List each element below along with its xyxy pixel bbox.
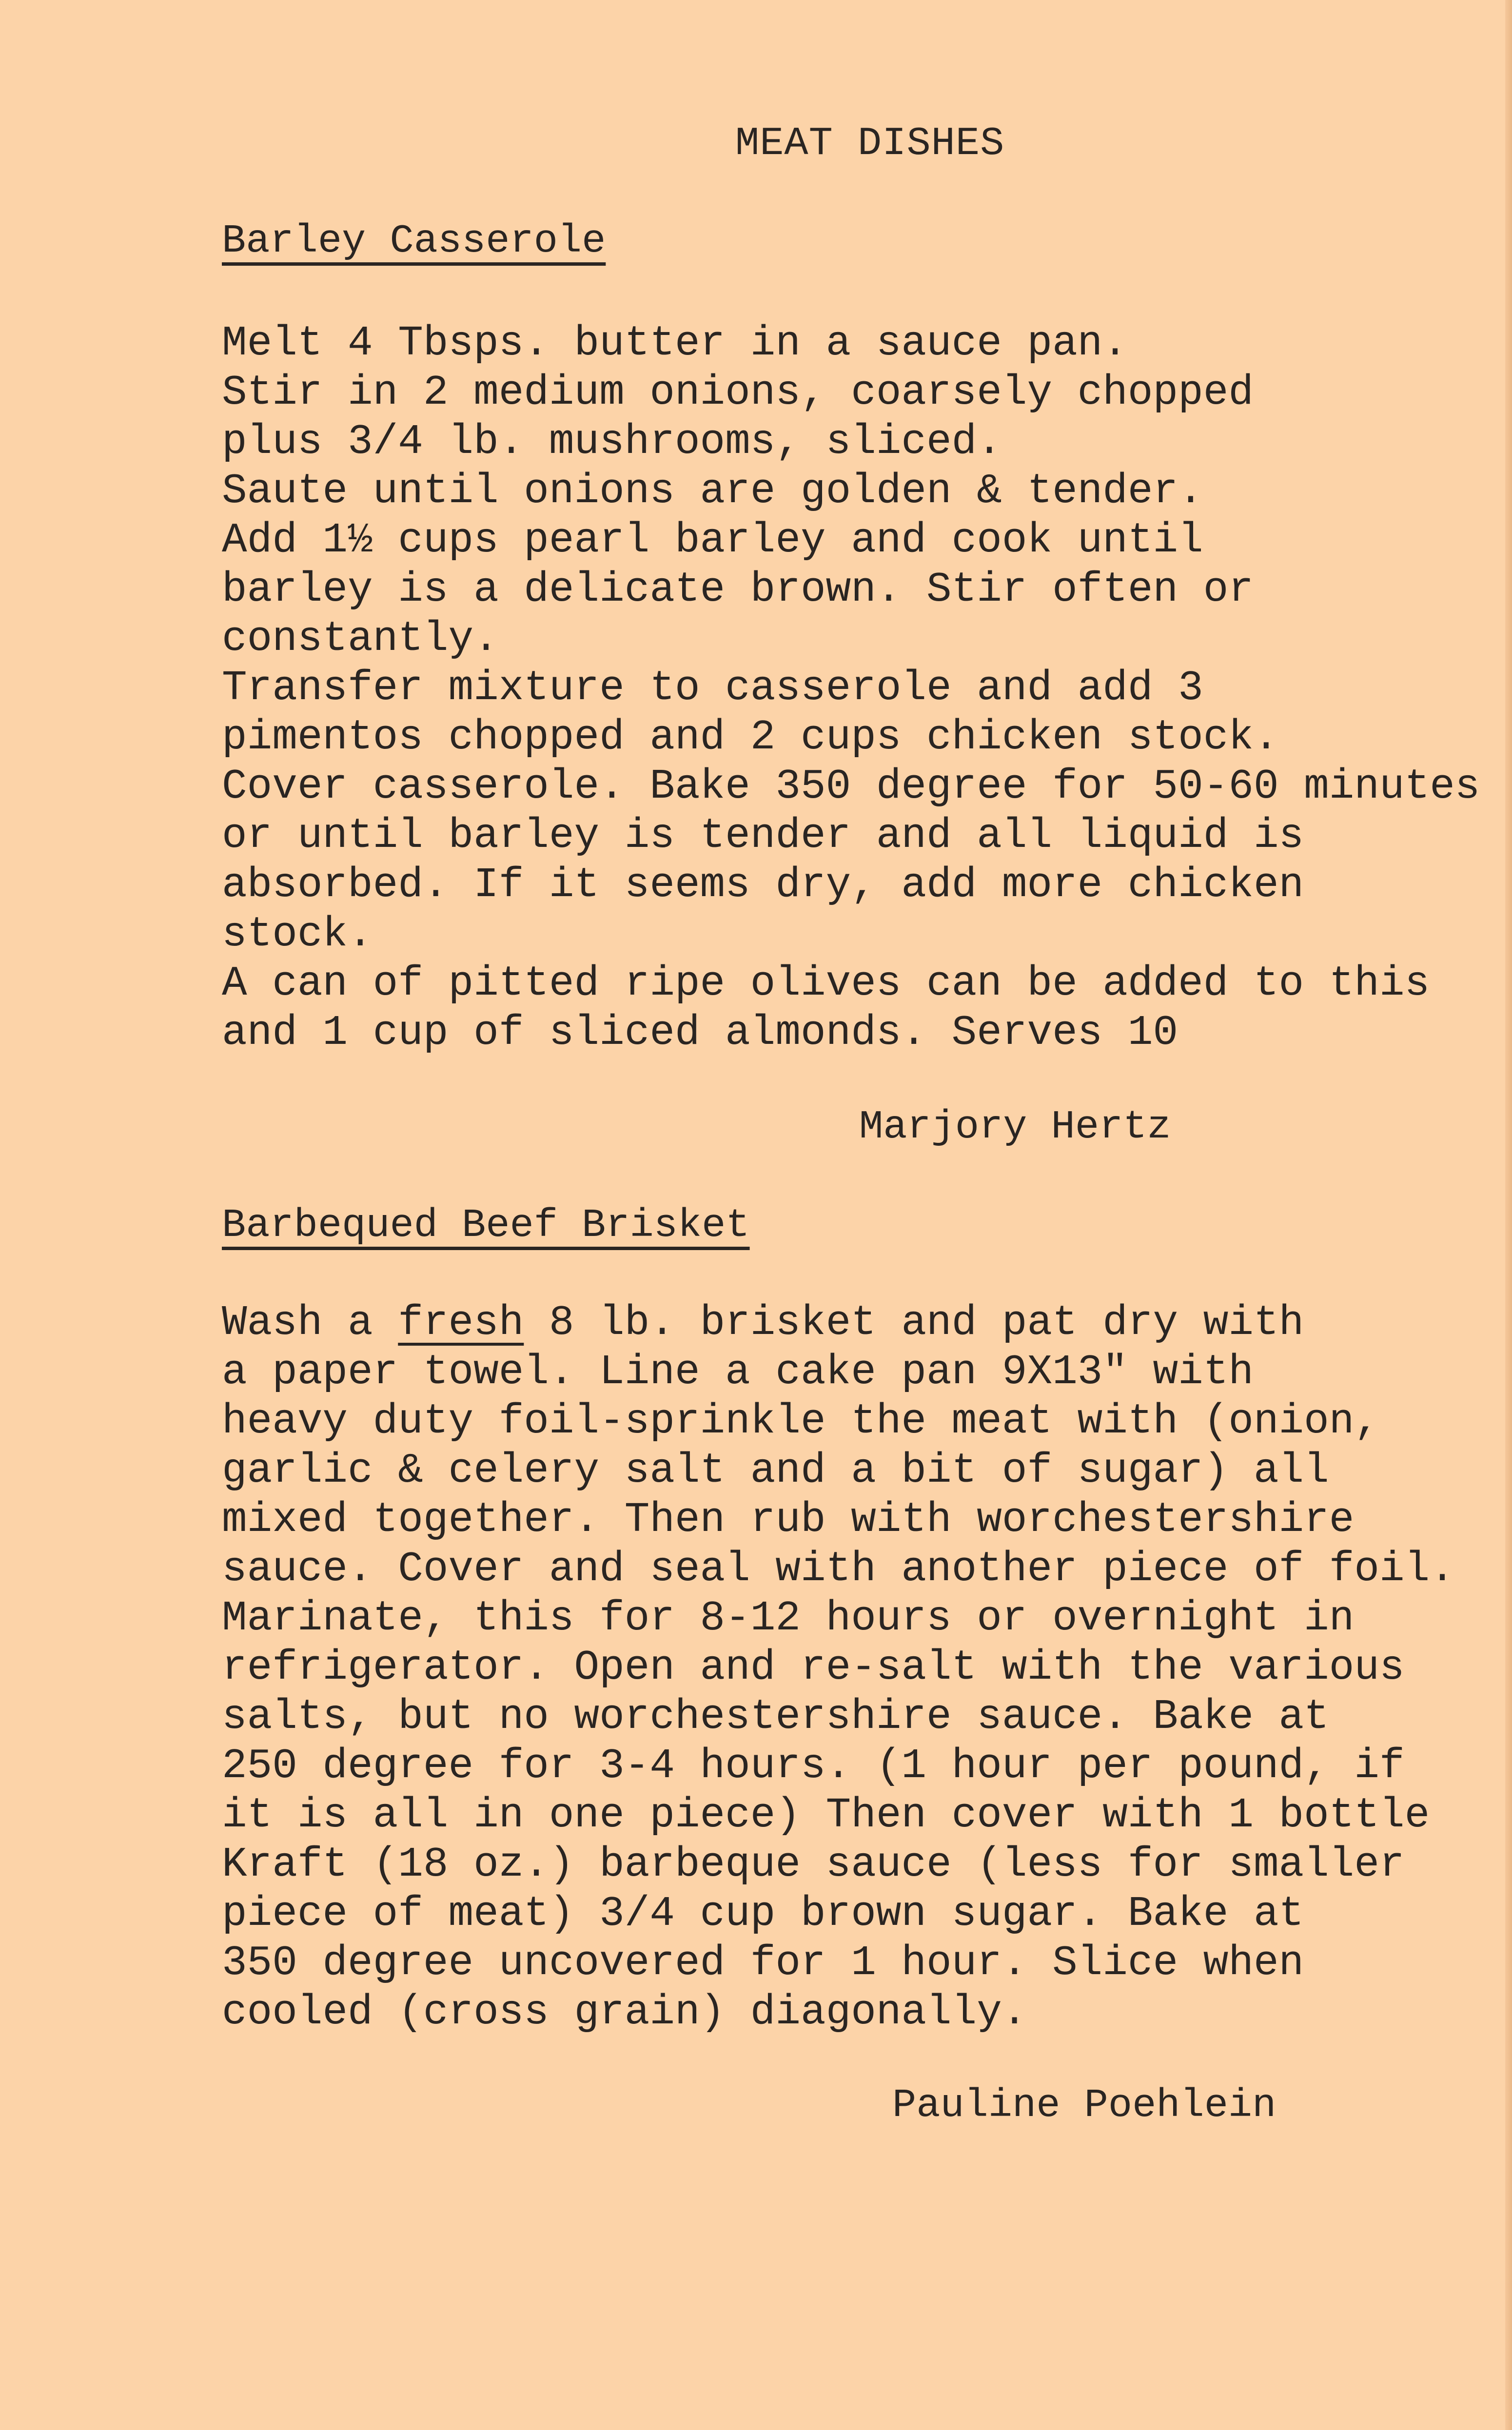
recipe-line-text: 8 lb. brisket and pat dry with (524, 1299, 1304, 1347)
recipe-line: Marinate, this for 8-12 hours or overnight in (222, 1594, 1355, 1642)
recipe-title-barbequed-beef-brisket: Barbequed Beef Brisket (222, 1203, 750, 1248)
emphasis-fresh: fresh (398, 1299, 524, 1347)
author-signature-barbequed-beef-brisket: Pauline Poehlein (892, 2083, 1276, 2128)
recipe-line: plus 3/4 lb. mushrooms, sliced. (222, 418, 1002, 466)
recipe-line: pimentos chopped and 2 cups chicken stock. (222, 713, 1279, 761)
recipe-line: it is all in one piece) Then cover with 1 bottle (222, 1791, 1430, 1839)
recipe-line: Transfer mixture to casserole and add 3 (222, 664, 1203, 712)
recipe-line: or until barley is tender and all liquid is (222, 812, 1304, 860)
recipe-line: piece of meat) 3/4 cup brown sugar. Bake at (222, 1890, 1304, 1938)
page-heading: MEAT DISHES (735, 121, 1005, 166)
recipe-line: cooled (cross grain) diagonally. (222, 1988, 1027, 2036)
recipe-line: 250 degree for 3-4 hours. (1 hour per pound, if (222, 1742, 1405, 1790)
recipe-line: Melt 4 Tbsps. butter in a sauce pan. (222, 319, 1128, 367)
recipe-line-text: Wash a (222, 1299, 398, 1347)
recipe-line: Cover casserole. Bake 350 degree for 50-60 minutes (222, 763, 1480, 810)
recipe-line: absorbed. If it seems dry, add more chicken (222, 861, 1304, 909)
recipe-line: garlic & celery salt and a bit of sugar) all (222, 1447, 1329, 1494)
recipe-line: refrigerator. Open and re-salt with the various (222, 1644, 1405, 1691)
recipe-line: Kraft (18 oz.) barbeque sauce (less for smaller (222, 1841, 1405, 1888)
recipe-line: 350 degree uncovered for 1 hour. Slice when (222, 1939, 1304, 1987)
recipe-line: salts, but no worchestershire sauce. Bake at (222, 1693, 1329, 1741)
recipe-line: A can of pitted ripe olives can be added to this (222, 960, 1430, 1007)
recipe-first-line (222, 1298, 1304, 1347)
recipe-line: Add 1½ cups pearl barley and cook until (222, 516, 1203, 564)
recipe-line: a paper towel. Line a cake pan 9X13" with (222, 1348, 1254, 1396)
recipe-line: Stir in 2 medium onions, coarsely chopped (222, 369, 1254, 416)
recipe-line: Saute until onions are golden & tender. (222, 467, 1203, 515)
recipe-line: heavy duty foil-sprinkle the meat with (onion, (222, 1397, 1379, 1445)
author-signature-barley-casserole: Marjory Hertz (859, 1104, 1171, 1150)
recipe-title-barley-casserole: Barley Casserole (222, 218, 606, 264)
recipe-line: mixed together. Then rub with worchestershire (222, 1496, 1355, 1544)
page-edge-shadow (1505, 0, 1512, 2430)
recipe-line: constantly. (222, 615, 499, 663)
recipe-line: barley is a delicate brown. Stir often or (222, 566, 1254, 613)
recipe-line: stock. (222, 910, 373, 958)
recipe-line: and 1 cup of sliced almonds. Serves 10 (222, 1009, 1178, 1057)
recipe-line: sauce. Cover and seal with another piece of foil. (222, 1545, 1455, 1593)
